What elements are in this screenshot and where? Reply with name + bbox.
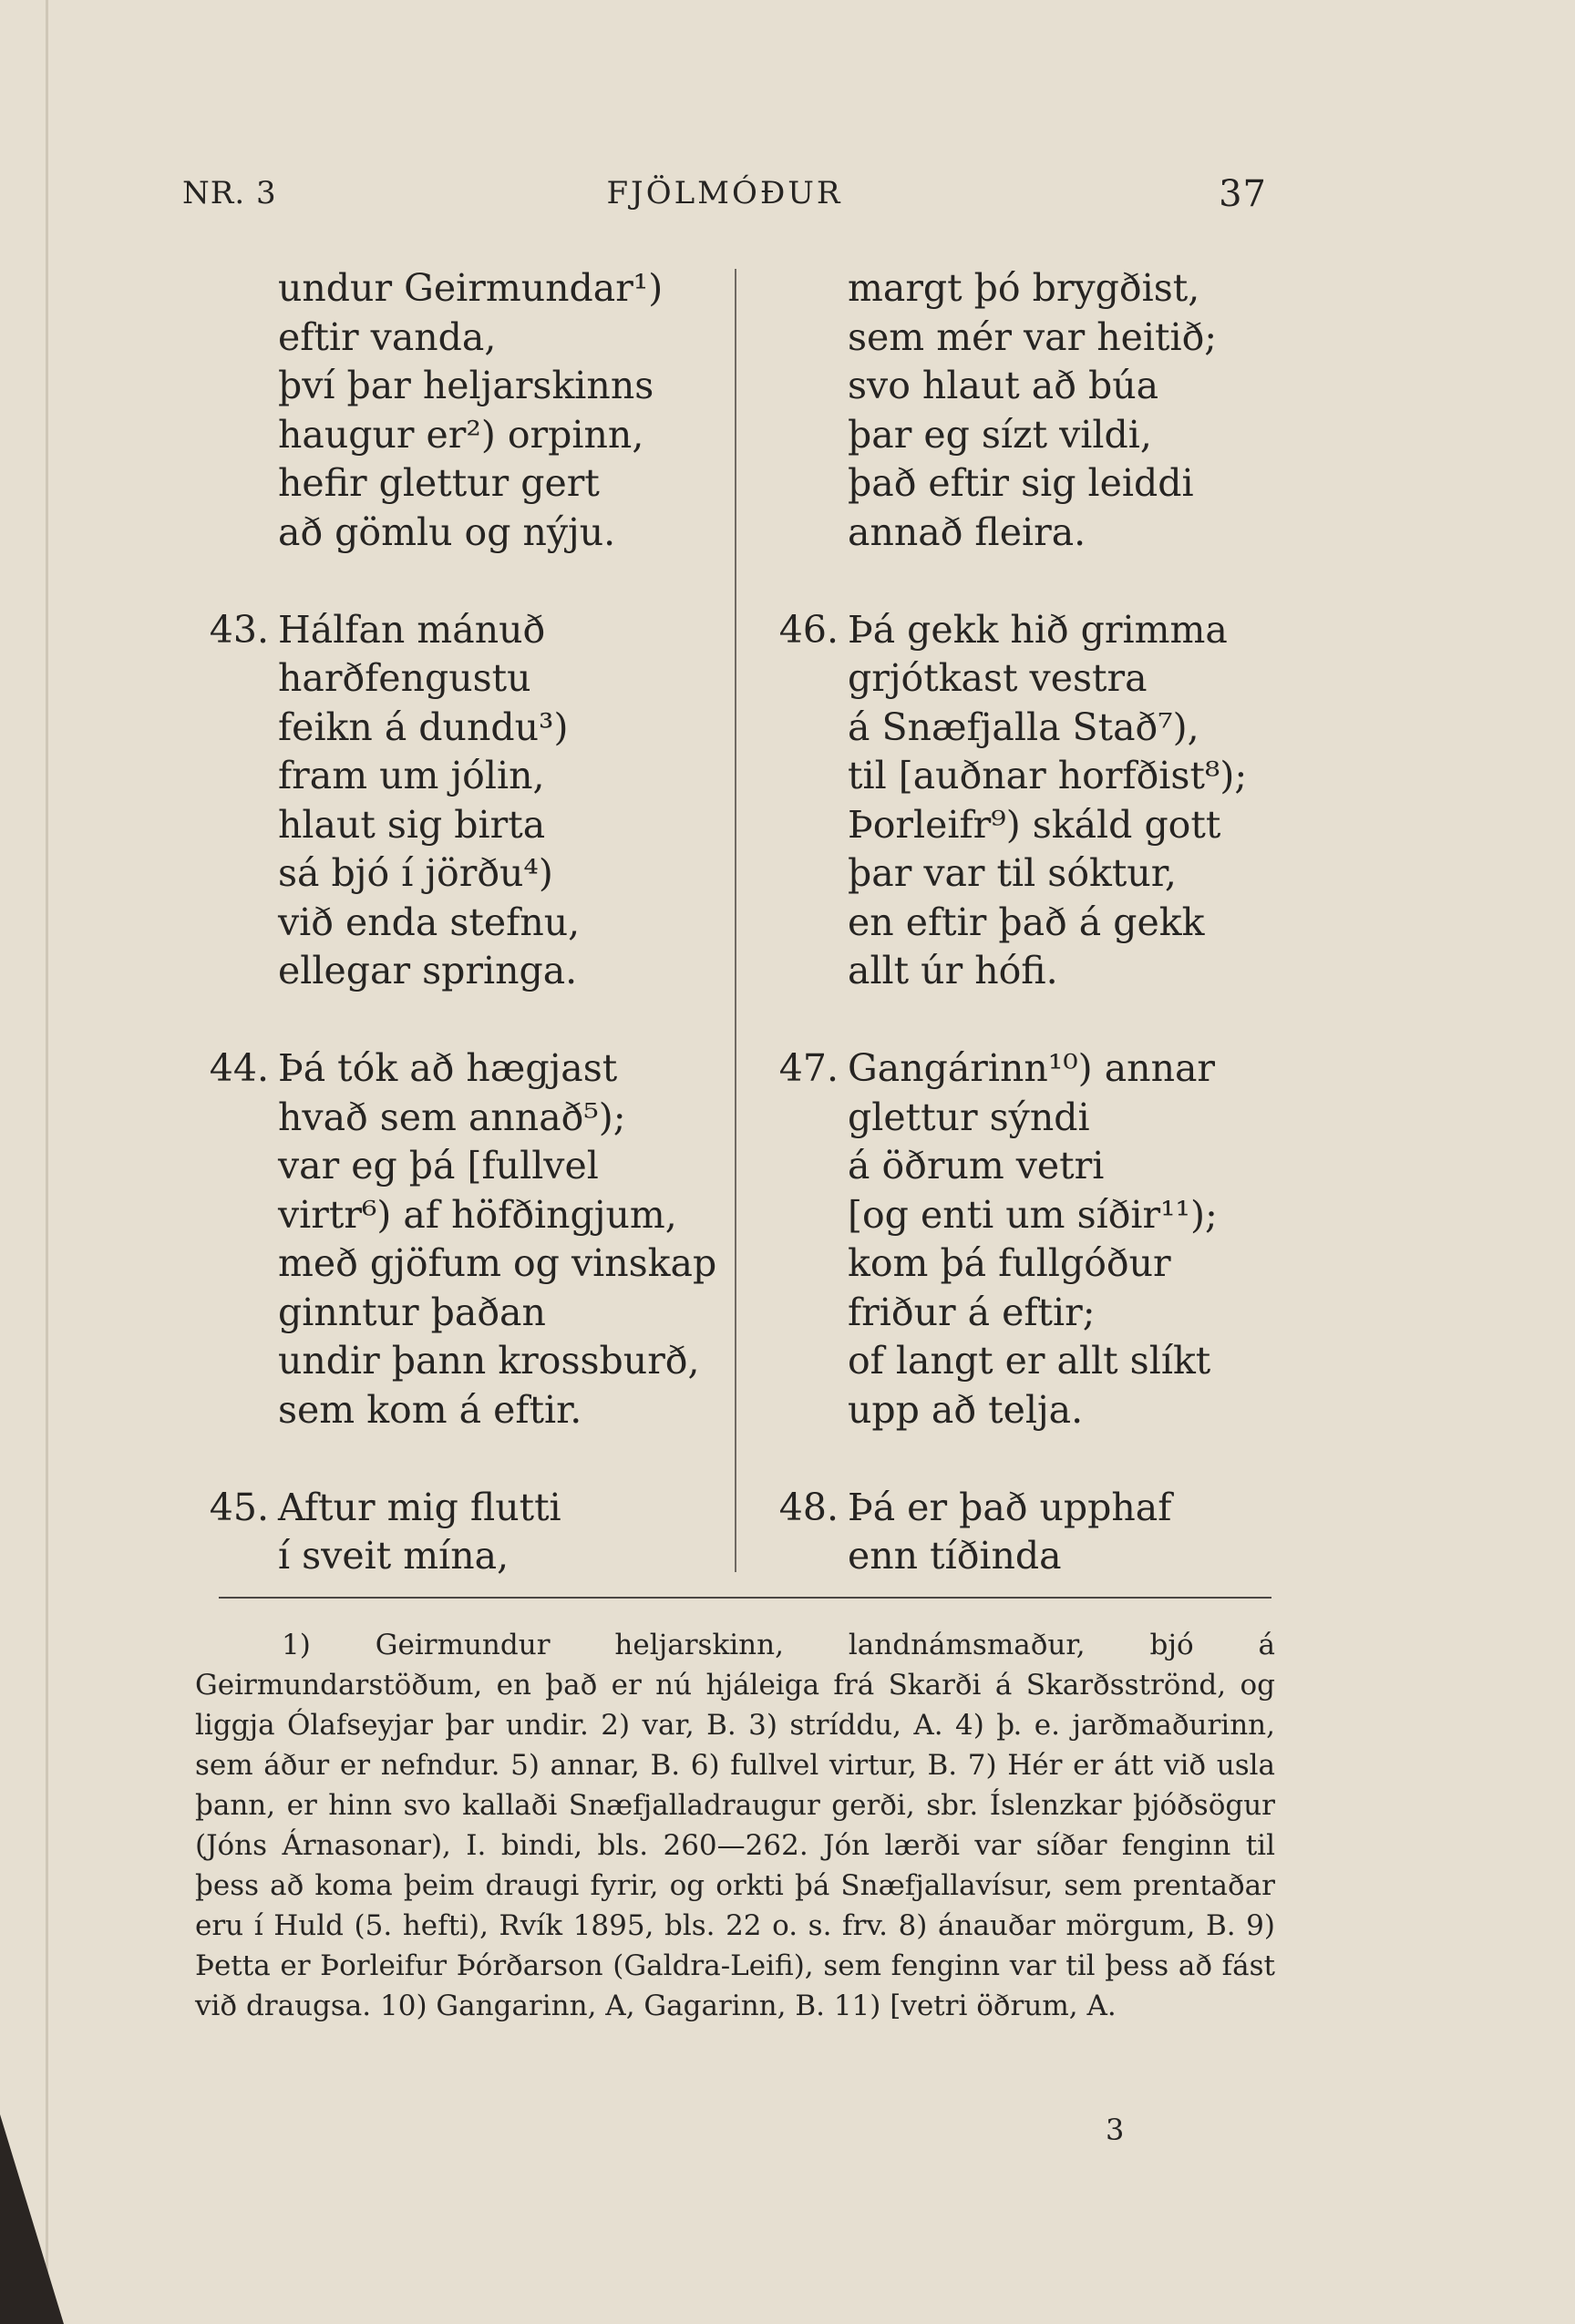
stanza-number: 44.: [209, 1046, 269, 1090]
verse-line: var eg þá [fullvel: [278, 1144, 599, 1188]
stanza: [209, 1484, 734, 1581]
verse-line: margt þó brygðist,: [848, 266, 1200, 310]
verse-line: grjótkast vestra: [848, 656, 1148, 700]
verse-line: hefir glettur gert: [278, 461, 600, 505]
corner-shadow: [0, 2114, 64, 2324]
verse-line: of langt er allt slíkt: [848, 1339, 1211, 1383]
stanza-number: 46.: [778, 607, 839, 652]
verse-line: við enda stefnu,: [278, 900, 581, 944]
verse-line: svo hlaut að búa: [848, 364, 1159, 407]
verse-line: Þá er það upphaf: [848, 1485, 1172, 1529]
verse-line: virtr⁶) af höfðingjum,: [278, 1192, 677, 1237]
issue-number: NR. 3: [182, 175, 277, 211]
verse-line: fram um jólin,: [278, 754, 545, 797]
verse-line: að gömlu og nýju.: [278, 509, 616, 554]
running-header: [182, 175, 1267, 230]
verse-line: annað fleira.: [848, 509, 1086, 554]
footnote-text: 1) Geirmundur heljarskinn, landnámsmaður, bjó á Geirmundarstöðum, en það er nú hjáleiga frá Skarði á Skarðsströnd, og liggja Ólafseyjar þar undir. 2) var, B. 3) stríddu, A. 4) þ. e. jarðmaðurinn, sem áður er nefndur. 5) annar, B. 6) fullvel virtur, B. 7) Hér er átt við usla þann, er hinn svo kallaði Snæfjalladraugur gerði, sbr. Íslenzkar þjóðsögur (Jóns Árnasonar), I. bindi, bls. 260—262. Jón lærði var síðar fenginn til þess að koma þeim draugi fyrir, og orkti þá Snæfjallavísur, sem prentaðar eru í Huld (5. hefti), Rvík 1895, bls. 22 o. s. frv. 8) ánauðar mörgum, B. 9) Þetta er Þorleifur Þórðarson (Galdra-Leifi), sem fenginn var til þess að fást við draugsa. 10) Gangarinn, A, Gagarinn, B. 11) [vetri öðrum, A.: [195, 1629, 1275, 2022]
verse-line: í sveit mína,: [278, 1534, 510, 1578]
right-poem-column: [778, 264, 1322, 1581]
verse-line: sem kom á eftir.: [278, 1387, 582, 1432]
page-number: 37: [1219, 173, 1267, 215]
verse-line: harðfengustu: [278, 656, 531, 700]
stanza: [778, 606, 1322, 996]
verse-line: þar eg sízt vildi,: [848, 412, 1152, 457]
verse-line: undur Geirmundar¹): [278, 266, 664, 310]
verse-line: ginntur þaðan: [278, 1290, 546, 1334]
stanza: [778, 1484, 1322, 1581]
verse-line: þar var til sóktur,: [848, 851, 1177, 895]
verse-line: friður á eftir;: [848, 1290, 1096, 1334]
verse-line: Þá gekk hið grimma: [848, 607, 1228, 652]
stanza-number: 43.: [209, 607, 269, 652]
page-edge: [46, 0, 48, 2324]
verse-line: það eftir sig leiddi: [848, 461, 1194, 505]
verse-line: Þorleifr⁹) skáld gott: [848, 802, 1221, 847]
verse-line: sem mér var heitið;: [848, 314, 1218, 359]
verse-line: til [auðnar horfðist⁸);: [848, 754, 1248, 797]
verse-line: allt úr hófi.: [848, 949, 1058, 992]
stanza: [848, 264, 1322, 557]
stanza: [209, 1044, 734, 1435]
stanza: [778, 1044, 1322, 1435]
stanza-number: 48.: [778, 1485, 839, 1529]
verse-line: ellegar springa.: [278, 949, 578, 992]
verse-line: Gangárinn¹⁰) annar: [848, 1046, 1216, 1090]
verse-line: á öðrum vetri: [848, 1144, 1105, 1188]
verse-line: kom þá fullgóður: [848, 1241, 1171, 1285]
verse-line: undir þann krossburð,: [278, 1339, 700, 1383]
verse-line: með gjöfum og vinskap: [278, 1241, 717, 1285]
stanza-number: 45.: [209, 1485, 269, 1529]
verse-line: því þar heljarskinns: [278, 364, 654, 407]
stanza: [278, 264, 734, 557]
stanza-number: 47.: [778, 1046, 839, 1090]
verse-line: feikn á dundu³): [278, 704, 569, 749]
stanza: [209, 606, 734, 996]
verse-line: enn tíðinda: [848, 1534, 1062, 1578]
verse-line: Hálfan mánuð: [278, 607, 546, 652]
verse-line: sá bjó í jörðu⁴): [278, 851, 553, 895]
verse-line: Þá tók að hægjast: [278, 1046, 618, 1090]
verse-line: Aftur mig flutti: [278, 1485, 561, 1529]
verse-line: hlaut sig birta: [278, 802, 546, 847]
verse-line: haugur er²) orpinn,: [278, 412, 644, 457]
verse-line: glettur sýndi: [848, 1095, 1090, 1139]
footnote-rule: [219, 1597, 1271, 1599]
footnotes: [195, 1625, 1275, 2026]
verse-line: hvað sem annað⁵);: [278, 1095, 626, 1139]
column-divider: [735, 269, 736, 1572]
journal-title: FJÖLMÓÐUR: [606, 175, 843, 211]
verse-line: en eftir það á gekk: [848, 900, 1205, 944]
left-poem-column: [209, 264, 734, 1581]
verse-line: upp að telja.: [848, 1387, 1084, 1432]
verse-line: [og enti um síðir¹¹);: [848, 1192, 1218, 1237]
verse-line: eftir vanda,: [278, 314, 497, 359]
verse-line: á Snæfjalla Stað⁷),: [848, 704, 1199, 749]
signature-mark: 3: [1106, 2113, 1125, 2147]
